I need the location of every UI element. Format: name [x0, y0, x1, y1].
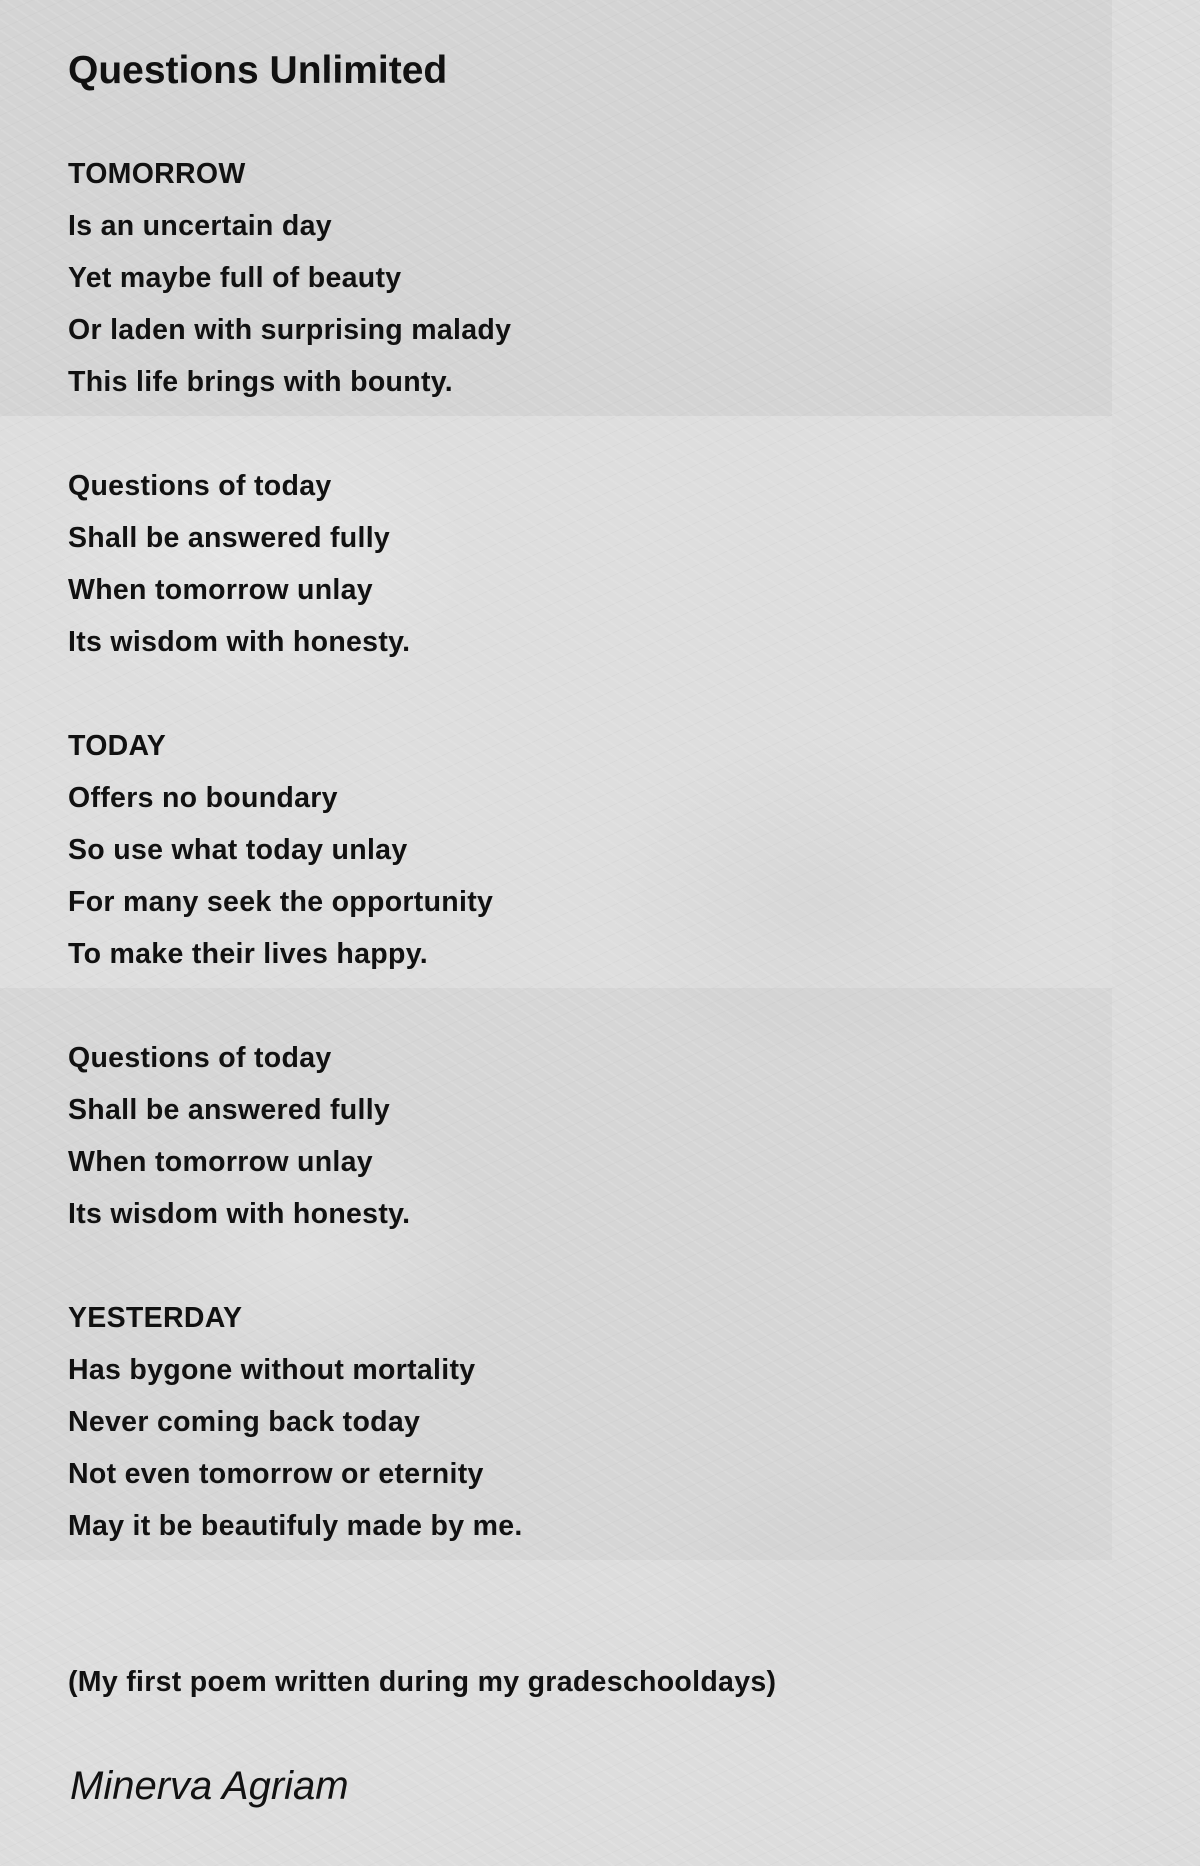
- poem-line: Its wisdom with honesty.: [68, 626, 411, 658]
- background-band: [0, 1560, 1112, 1866]
- stanza-2: [68, 464, 523, 672]
- poem-line: This life brings with bounty.: [68, 366, 453, 398]
- poem-line: Its wisdom with honesty.: [68, 1198, 411, 1230]
- stanza-heading: TODAY: [68, 730, 167, 762]
- poem-body: [68, 152, 523, 1556]
- poem-line: Offers no boundary: [68, 782, 338, 814]
- poem-line: Questions of today: [68, 470, 332, 502]
- poem-note: (My first poem written during my gradeschooldays): [68, 1666, 777, 1698]
- poem-line: To make their lives happy.: [68, 938, 428, 970]
- poem-line: Is an uncertain day: [68, 210, 332, 242]
- stanza-heading: YESTERDAY: [68, 1302, 243, 1334]
- poem-line: For many seek the opportunity: [68, 886, 494, 918]
- stanza-1: [68, 152, 523, 412]
- poem-line: Or laden with surprising malady: [68, 314, 512, 346]
- stanza-heading: TOMORROW: [68, 158, 246, 190]
- poem-line: Questions of today: [68, 1042, 332, 1074]
- poem-line: Has bygone without mortality: [68, 1354, 476, 1386]
- poem-line: When tomorrow unlay: [68, 1146, 373, 1178]
- poem-line: When tomorrow unlay: [68, 574, 373, 606]
- poem-line: Yet maybe full of beauty: [68, 262, 402, 294]
- author-name: Minerva Agriam: [70, 1764, 349, 1808]
- poem-line: May it be beautifuly made by me.: [68, 1510, 523, 1542]
- stanza-4: [68, 1036, 523, 1244]
- poem-line: Never coming back today: [68, 1406, 421, 1438]
- poem-line: Shall be answered fully: [68, 522, 391, 554]
- stanza-5: [68, 1296, 523, 1556]
- poem-line: So use what today unlay: [68, 834, 408, 866]
- poem-title: Questions Unlimited: [68, 49, 448, 92]
- poem-line: Shall be answered fully: [68, 1094, 391, 1126]
- stanza-3: [68, 724, 523, 984]
- poem-line: Not even tomorrow or eternity: [68, 1458, 484, 1490]
